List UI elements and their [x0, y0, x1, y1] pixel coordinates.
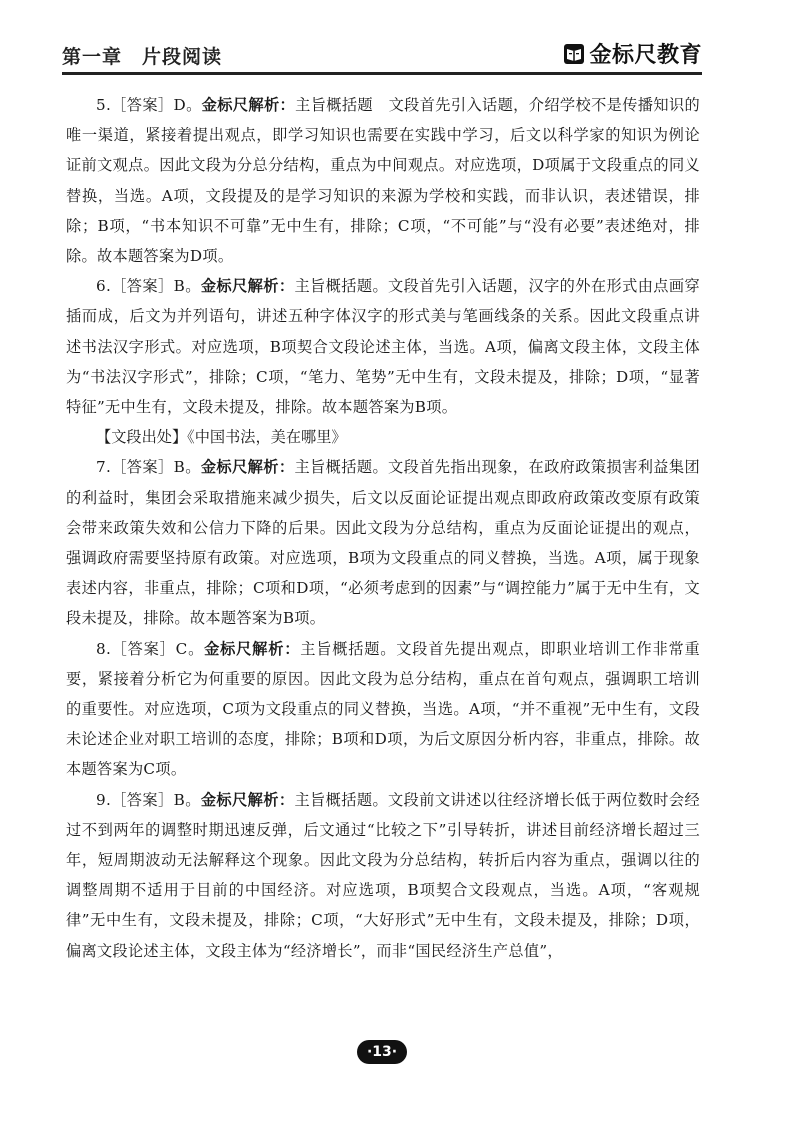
passage-source: 【文段出处】《中国书法，美在哪里》 — [96, 428, 347, 447]
header-rule — [62, 72, 702, 75]
answer-item-7: 7.［答案］B。金标尺解析：主旨概括题。文段首先指出现象，在政府政策损害利益集团的利益时，集团会采取措施来减少损失，后文以反面论证提出观点即政府政策改变原有政策会带来政策失效和公信力下降的后果。因此文段为分总结构，重点为反面论证提出的观点，强调政府需要坚持原有政策。对应选项，B项为文段重点的同义替换，当选。A项，属于现象表述内容，非重点，排除；C项和D项，“必须考虑到的因素”与“调控能力”属于无中生有，文段未提及，排除。故本题答案为B项。 — [66, 458, 700, 628]
answer-item-5: 5.［答案］D。金标尺解析：主旨概括题 文段首先引入话题，介绍学校不是传播知识的唯一渠道，紧接着提出观点，即学习知识也需要在实践中学习，后文以科学家的知识为例论证前文观点。因此文段为分总分结构，重点为中间观点。对应选项，D项属于文段重点的同义替换，当选。A项，文段提及的是学习知识的来源为学校和实践，而非认识，表述错误，排除；B项，“书本知识不可靠”无中生有，排除；C项，“不可能”与“没有必要”表述绝对，排除。故本题答案为D项。 — [66, 96, 701, 266]
brand — [563, 38, 702, 69]
answer-item-8: 8.［答案］C。金标尺解析：主旨概括题。文段首先提出观点，即职业培训工作非常重要，紧接着分析它为何重要的原因。因此文段为总分结构，重点在首句观点，强调职工培训的重要性。对应选项，C项为文段重点的同义替换，当选。A项，“并不重视”无中生有，文段未论述企业对职工培训的态度，排除；B项和D项，为后文原因分析内容，非重点，排除。故本题答案为C项。 — [66, 639, 700, 779]
brand-name: 金标尺教育 — [589, 43, 702, 68]
answer-content — [66, 90, 700, 966]
answer-item-9: 9.［答案］B。金标尺解析：主旨概括题。文段前文讲述以往经济增长低于两位数时会经过不到两年的调整时期迅速反弹，后文通过“比较之下”引导转折，讲述目前经济增长超过三年，短周期波动无法解释这个现象。因此文段为分总结构，转折后内容为重点，强调以往的调整周期不适用于目前的中国经济。对应选项，B项契合文段观点，当选。A项，“客观规律”无中生有，文段未提及，排除；C项，“大好形式”无中生有，文段未提及，排除；D项，偏离文段论述主体，文段主体为“经济增长”，而非“国民经济生产总值”， — [66, 790, 700, 960]
chapter-title: 第一章 片段阅读 — [62, 46, 223, 68]
answer-item-6: 6.［答案］B。金标尺解析：主旨概括题。文段首先引入话题，汉字的外在形式由点画穿插而成，后文为并列语句，讲述五种字体汉字的形式美与笔画线条的关系。因此文段重点讲述书法汉字形式。对应选项，B项契合文段论述主体，当选。A项，偏离文段主体，文段主体为“书法汉字形式”，排除；C项，“笔力、笔势”无中生有，文段未提及，排除；D项，“显著特征”无中生有，文段未提及，排除。故本题答案为B项。 — [66, 277, 700, 417]
page-number: ·13· — [357, 1040, 407, 1064]
book-logo-icon — [563, 43, 585, 65]
page-header — [62, 34, 702, 74]
